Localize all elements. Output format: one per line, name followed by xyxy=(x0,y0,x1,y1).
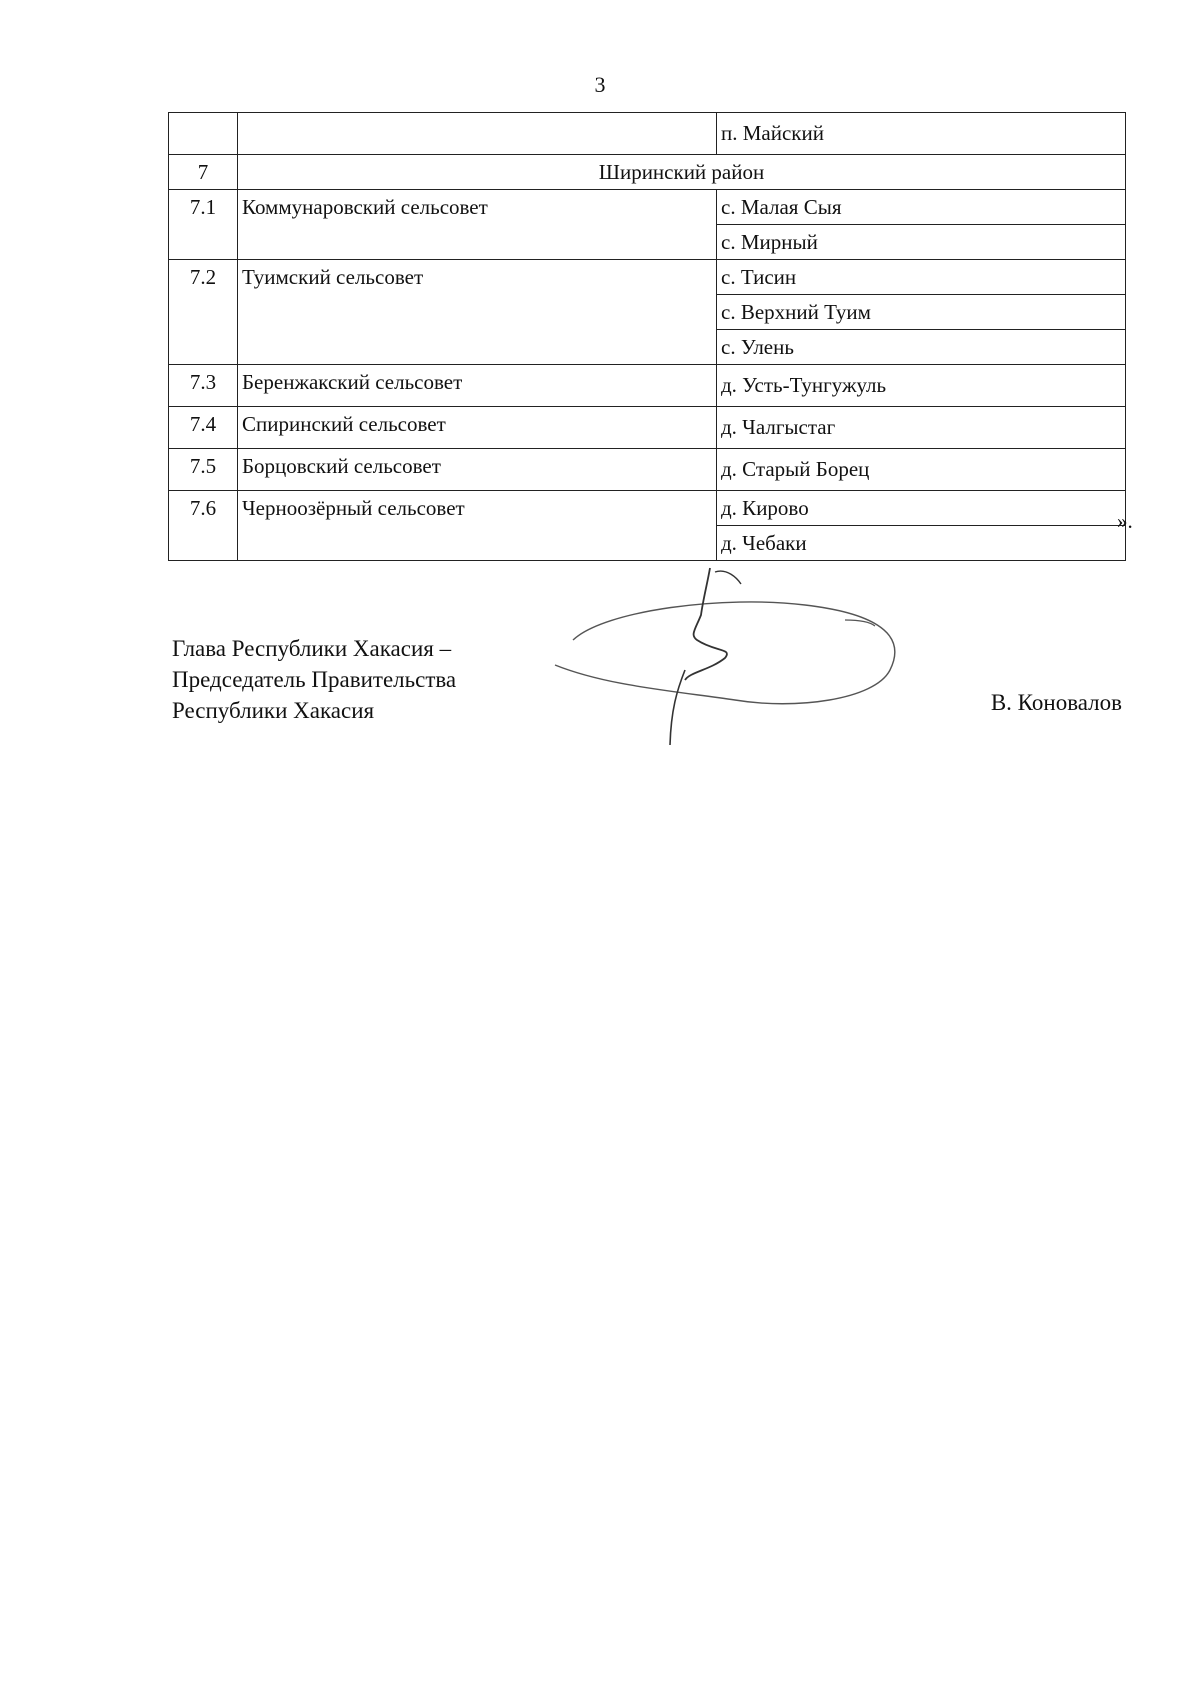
row-number: 7.4 xyxy=(169,407,238,449)
municipality-name: Борцовский сельсовет xyxy=(238,449,717,491)
municipality-name xyxy=(238,113,717,155)
settlement-name: д. Старый Борец xyxy=(717,449,1126,491)
page-number: 3 xyxy=(594,72,606,97)
handwritten-signature xyxy=(545,560,915,760)
row-number: 7.5 xyxy=(169,449,238,491)
signer-title-line: Глава Республики Хакасия – xyxy=(172,636,452,661)
settlement-name: д. Чебаки xyxy=(717,526,1126,561)
signer-title-line: Председатель Правительства xyxy=(172,667,457,692)
table-row xyxy=(169,407,1126,449)
signer-title-line: Республики Хакасия xyxy=(172,698,375,723)
settlement-name: с. Малая Сыя xyxy=(717,190,1126,225)
settlements-table xyxy=(168,112,1126,561)
settlement-name: с. Тисин xyxy=(717,260,1126,295)
district-row xyxy=(169,155,1126,190)
settlement-name: д. Усть-Тунгужуль xyxy=(717,365,1126,407)
municipality-name: Коммунаровский сельсовет xyxy=(238,190,717,260)
row-number: 7.1 xyxy=(169,190,238,260)
table-row xyxy=(169,449,1126,491)
settlement-name: с. Верхний Туим xyxy=(717,295,1126,330)
row-number: 7.6 xyxy=(169,491,238,561)
table-row xyxy=(169,260,1126,295)
signer-title xyxy=(172,633,456,726)
municipality-name: Спиринский сельсовет xyxy=(238,407,717,449)
table-row xyxy=(169,113,1126,155)
row-number xyxy=(169,113,238,155)
settlement-name: с. Улень xyxy=(717,330,1126,365)
district-name: Ширинский район xyxy=(238,155,1126,190)
municipality-name: Черноозёрный сельсовет xyxy=(238,491,717,561)
table-row xyxy=(169,491,1126,526)
municipality-name: Туимский сельсовет xyxy=(238,260,717,365)
settlement-name: п. Майский xyxy=(717,113,1126,155)
settlement-name: д. Чалгыстаг xyxy=(717,407,1126,449)
row-number: 7 xyxy=(169,155,238,190)
table-row xyxy=(169,190,1126,225)
settlement-name: д. Кирово xyxy=(717,491,1126,526)
signer-name: В. Коновалов xyxy=(990,690,1122,715)
closing-quote: ». xyxy=(1117,509,1133,533)
row-number: 7.3 xyxy=(169,365,238,407)
row-number: 7.2 xyxy=(169,260,238,365)
municipality-name: Беренжакский сельсовет xyxy=(238,365,717,407)
settlement-name: с. Мирный xyxy=(717,225,1126,260)
table-row xyxy=(169,365,1126,407)
